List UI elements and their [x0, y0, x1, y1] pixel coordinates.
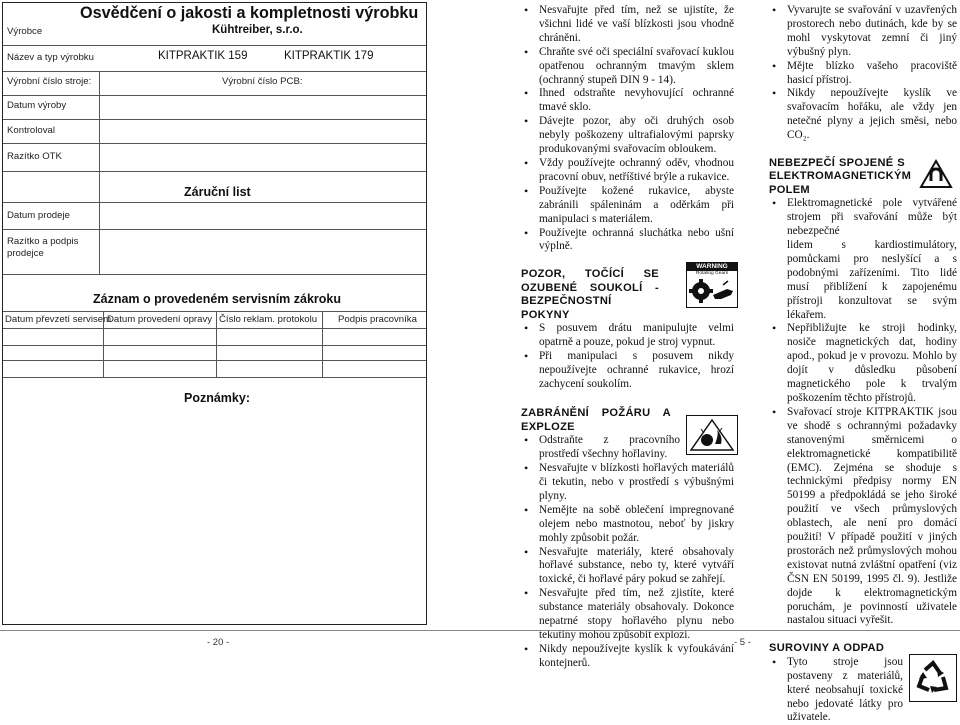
sale-date-label: Datum prodeje — [7, 210, 70, 221]
list-item: • Při manipulaci s posuvem nikdy nepoužívejte ochranné rukavice, hrozí zachycení soukolím. — [521, 350, 734, 392]
list-item: • Nemějte na sobě oblečení impregnované olejem nebo mastnotou, neboť by jiskry mohly způsobit požár. — [521, 504, 734, 546]
list-item: • Svařovací stroje KITPRAKTIK jsou ve shodě s ochrannými požadavky stanovenými směrnicemi o elektromagnetické kompatibilitě (EMC). Zejména se shoduje s technickými předpisy normy EN 50199 a předpokládá se jeho široké použití ve všech průmyslových oblastech, ale není pro domácí použití! V případě použití v jiných prostorách než průmyslových mohou existovat nutná zvláštní opatření (viz ČSN EN 50199, 1995 čl. 9). Jestliže dojde k elektromagnetickým poruchám, je povinností uživatele nastalou situaci vyřešit. — [769, 406, 957, 629]
safety-column-right — [769, 4, 957, 725]
service-col-received: Datum převzetí servisem — [5, 314, 112, 325]
service-record-title: Záznam o provedeném servisním zákroku — [93, 292, 342, 306]
list-item: • Tyto stroje jsou postaveny z materiálů, které neobsahují toxické nebo jedovaté látky pro uživatele. — [769, 656, 957, 725]
list-item: • S posuvem drátu manipulujte velmi opatrně a pouze, pokud je stroj vypnut. — [521, 322, 734, 350]
rotating-gears-heading: POZOR, TOČÍCÍ SE OZUBENÉ SOUKOLÍ - BEZPEČNOSTNÍ POKYNY — [521, 268, 659, 321]
list-item: • Dávejte pozor, aby oči druhých osob nebyly poškozeny ultrafialovými paprsky produkovanými svařovacím obloukem. — [521, 115, 734, 157]
list-item: • Chraňte své oči speciální svařovací kuklou opatřenou ochranným tmavým sklem (ochranný stupeň DIN 9 - 14). — [521, 46, 734, 88]
list-item: • Elektromagnetické pole vytvářené strojem při svařování může být nebezpečné — [769, 197, 957, 239]
serial-number-label: Výrobní číslo stroje: — [7, 76, 92, 87]
checked-by-label: Kontroloval — [7, 125, 55, 136]
raw-materials-heading: SUROVINY A ODPAD — [769, 642, 885, 655]
magnetic-field-warning-sign — [919, 159, 953, 189]
list-item: • Vždy používejte ochranný oděv, vhodnou pracovní obuv, netříštivé brýle a rukavice. — [521, 157, 734, 185]
sign-title: WARNING — [687, 263, 737, 271]
warranty-title: Záruční list — [184, 185, 251, 199]
form-title: Osvědčení o jakosti a kompletnosti výrobku — [80, 4, 419, 22]
recycle-icon — [910, 655, 956, 701]
fire-explosion-heading: ZABRÁNĚNÍ POŽÁRU A EXPLOZE — [521, 407, 671, 433]
pcb-number-label: Výrobní číslo PCB: — [222, 76, 303, 87]
page-number-right: - 5 - — [734, 637, 751, 648]
service-col-signature: Podpis pracovníka — [338, 314, 417, 325]
manufacturer-value: Kühtreiber, s.r.o. — [212, 24, 303, 36]
list-item: • Nikdy nepoužívejte kyslík ve svařovacím hořáku, ale vždy jen netečné plyny a jejich směsi, nebo CO₂. — [769, 87, 957, 143]
recycling-sign — [909, 654, 957, 702]
list-item: • Mějte blízko vašeho pracoviště hasicí přístroj. — [769, 60, 957, 88]
manufacturer-label: Výrobce — [7, 26, 43, 37]
service-col-claim-number: Číslo reklam. protokolu — [219, 314, 318, 325]
gear-hand-icon — [687, 277, 735, 305]
safety-column-middle — [521, 4, 734, 671]
product-name-label: Název a typ výrobku — [7, 52, 94, 63]
list-item: • Nesvařujte v blízkosti hořlavých materiálů či tekutin, nebo v prostředí s výbušnými plyny. — [521, 462, 734, 504]
page-number-left: - 20 - — [207, 637, 230, 648]
electromagnetic-heading: NEBEZPEČÍ SPOJENÉ S ELEKTROMAGNETICKÝM POLEM — [769, 157, 912, 196]
notes-title: Poznámky: — [184, 391, 250, 405]
list-item: • Nesvařujte materiály, které obsahovaly hořlavé substance, nebo ty, které vytváří toxické, či hořlavé páry pokud se zahřejí. — [521, 546, 734, 588]
rotating-gears-warning-sign — [686, 262, 738, 308]
list-item: • Vyvarujte se svařování v uzavřených prostorech nebo dutinách, kde by se mohl vyskytovat zemní či jiný výbušný plyn. — [769, 4, 957, 60]
magnet-warning-icon — [919, 159, 953, 189]
list-item: • Nepřibližujte ke stroji hodinky, nosiče magnetických dat, hodiny apod., pokud je v provozu. Mohlo by dojít v důsledku působení magnetického pole k trvalým poškozením těchto přístrojů. — [769, 322, 957, 405]
product-type-2: KITPRAKTIK 179 — [284, 50, 374, 62]
list-item: • Používejte kožené rukavice, abyste zabránili spáleninám a oděrkám při manipulaci s materiálem. — [521, 185, 734, 227]
list-item: lidem s kardiostimulátory, pomůckami pro neslyšící a s podobnými zařízeními. Tito lidé musí přiblížení k zapojenému přístroji konzultovat se svým lékařem. — [787, 239, 957, 321]
product-type-1: KITPRAKTIK 159 — [158, 50, 248, 62]
list-item: • Nesvařujte před tím, než zjistíte, které substance materiály obsahovaly. Dokonce nepatrné stopy hořlavého plynu nebo tekutiny mohou způsobit explozi. — [521, 587, 734, 643]
sign-subtitle: Rotating Gears — [695, 271, 729, 277]
service-col-repaired: Datum provedení opravy — [107, 314, 213, 325]
qc-stamp-label: Razítko OTK — [7, 151, 62, 162]
list-item: • Používejte ochranná sluchátka nebo ušní výplně. — [521, 227, 734, 255]
footer-rule — [0, 630, 960, 631]
production-date-label: Datum výroby — [7, 100, 67, 111]
list-item: • Nikdy nepoužívejte kyslík k vyfoukávání kontejnerů. — [521, 643, 734, 671]
list-item: • Odstraňte z pracovního prostředí všechny hořlaviny. — [521, 434, 734, 462]
list-item: • Nesvařujte před tím, než se ujistíte, že všichni lidé ve vaší blízkosti jsou vhodně chráněni. — [521, 4, 734, 46]
seller-stamp-label: Razítko a podpis prodejce — [7, 236, 79, 259]
list-item: • Ihned odstraňte nevyhovující ochranné tmavé sklo. — [521, 87, 734, 115]
